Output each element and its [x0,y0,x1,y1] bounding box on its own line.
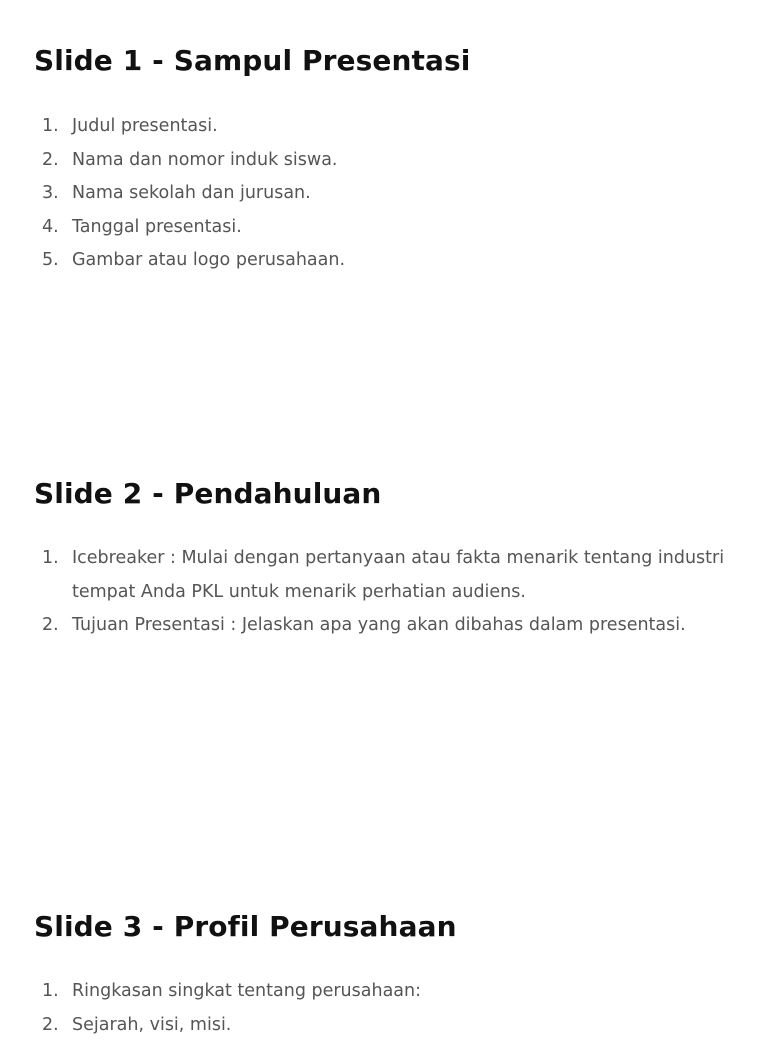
list-item-text: Gambar atau logo perusahaan. [72,250,345,270]
list-item-text: Icebreaker : Mulai dengan pertanyaan atau fakta menarik tentang industri tempat Anda PKL untuk menarik perhatian audiens. [72,548,724,602]
list-item-number: 2. [42,144,59,178]
list-item-text: Ringkasan singkat tentang perusahaan: [72,981,421,1001]
ordered-list [34,110,738,278]
list-item-text: Sejarah, visi, misi. [72,1015,231,1035]
slide-3-section [34,910,738,1042]
slide-2-section [34,477,738,643]
ordered-list [34,542,738,643]
list-item [34,609,738,643]
slide-1-section [34,44,738,278]
list-item-text: Tujuan Presentasi : Jelaskan apa yang akan dibahas dalam presentasi. [72,615,686,635]
list-item-text: Nama dan nomor induk siswa. [72,150,338,170]
section-heading: Slide 3 - Profil Perusahaan [34,910,738,944]
list-item-number: 4. [42,211,59,245]
list-item [34,244,738,278]
ordered-list [34,975,738,1042]
list-item-text: Tanggal presentasi. [72,217,242,237]
list-item [34,975,738,1009]
list-item [34,177,738,211]
list-item [34,1009,738,1042]
list-item-number: 2. [42,1009,59,1042]
list-item-text: Nama sekolah dan jurusan. [72,183,311,203]
list-item-text: Judul presentasi. [72,116,218,136]
list-item-number: 5. [42,244,59,278]
list-item-number: 1. [42,975,59,1009]
list-item-number: 1. [42,110,59,144]
section-heading: Slide 1 - Sampul Presentasi [34,44,738,78]
list-item [34,542,738,609]
list-item-number: 3. [42,177,59,211]
list-item-number: 1. [42,542,59,576]
section-heading: Slide 2 - Pendahuluan [34,477,738,511]
list-item [34,211,738,245]
list-item-number: 2. [42,609,59,643]
list-item [34,144,738,178]
list-item [34,110,738,144]
